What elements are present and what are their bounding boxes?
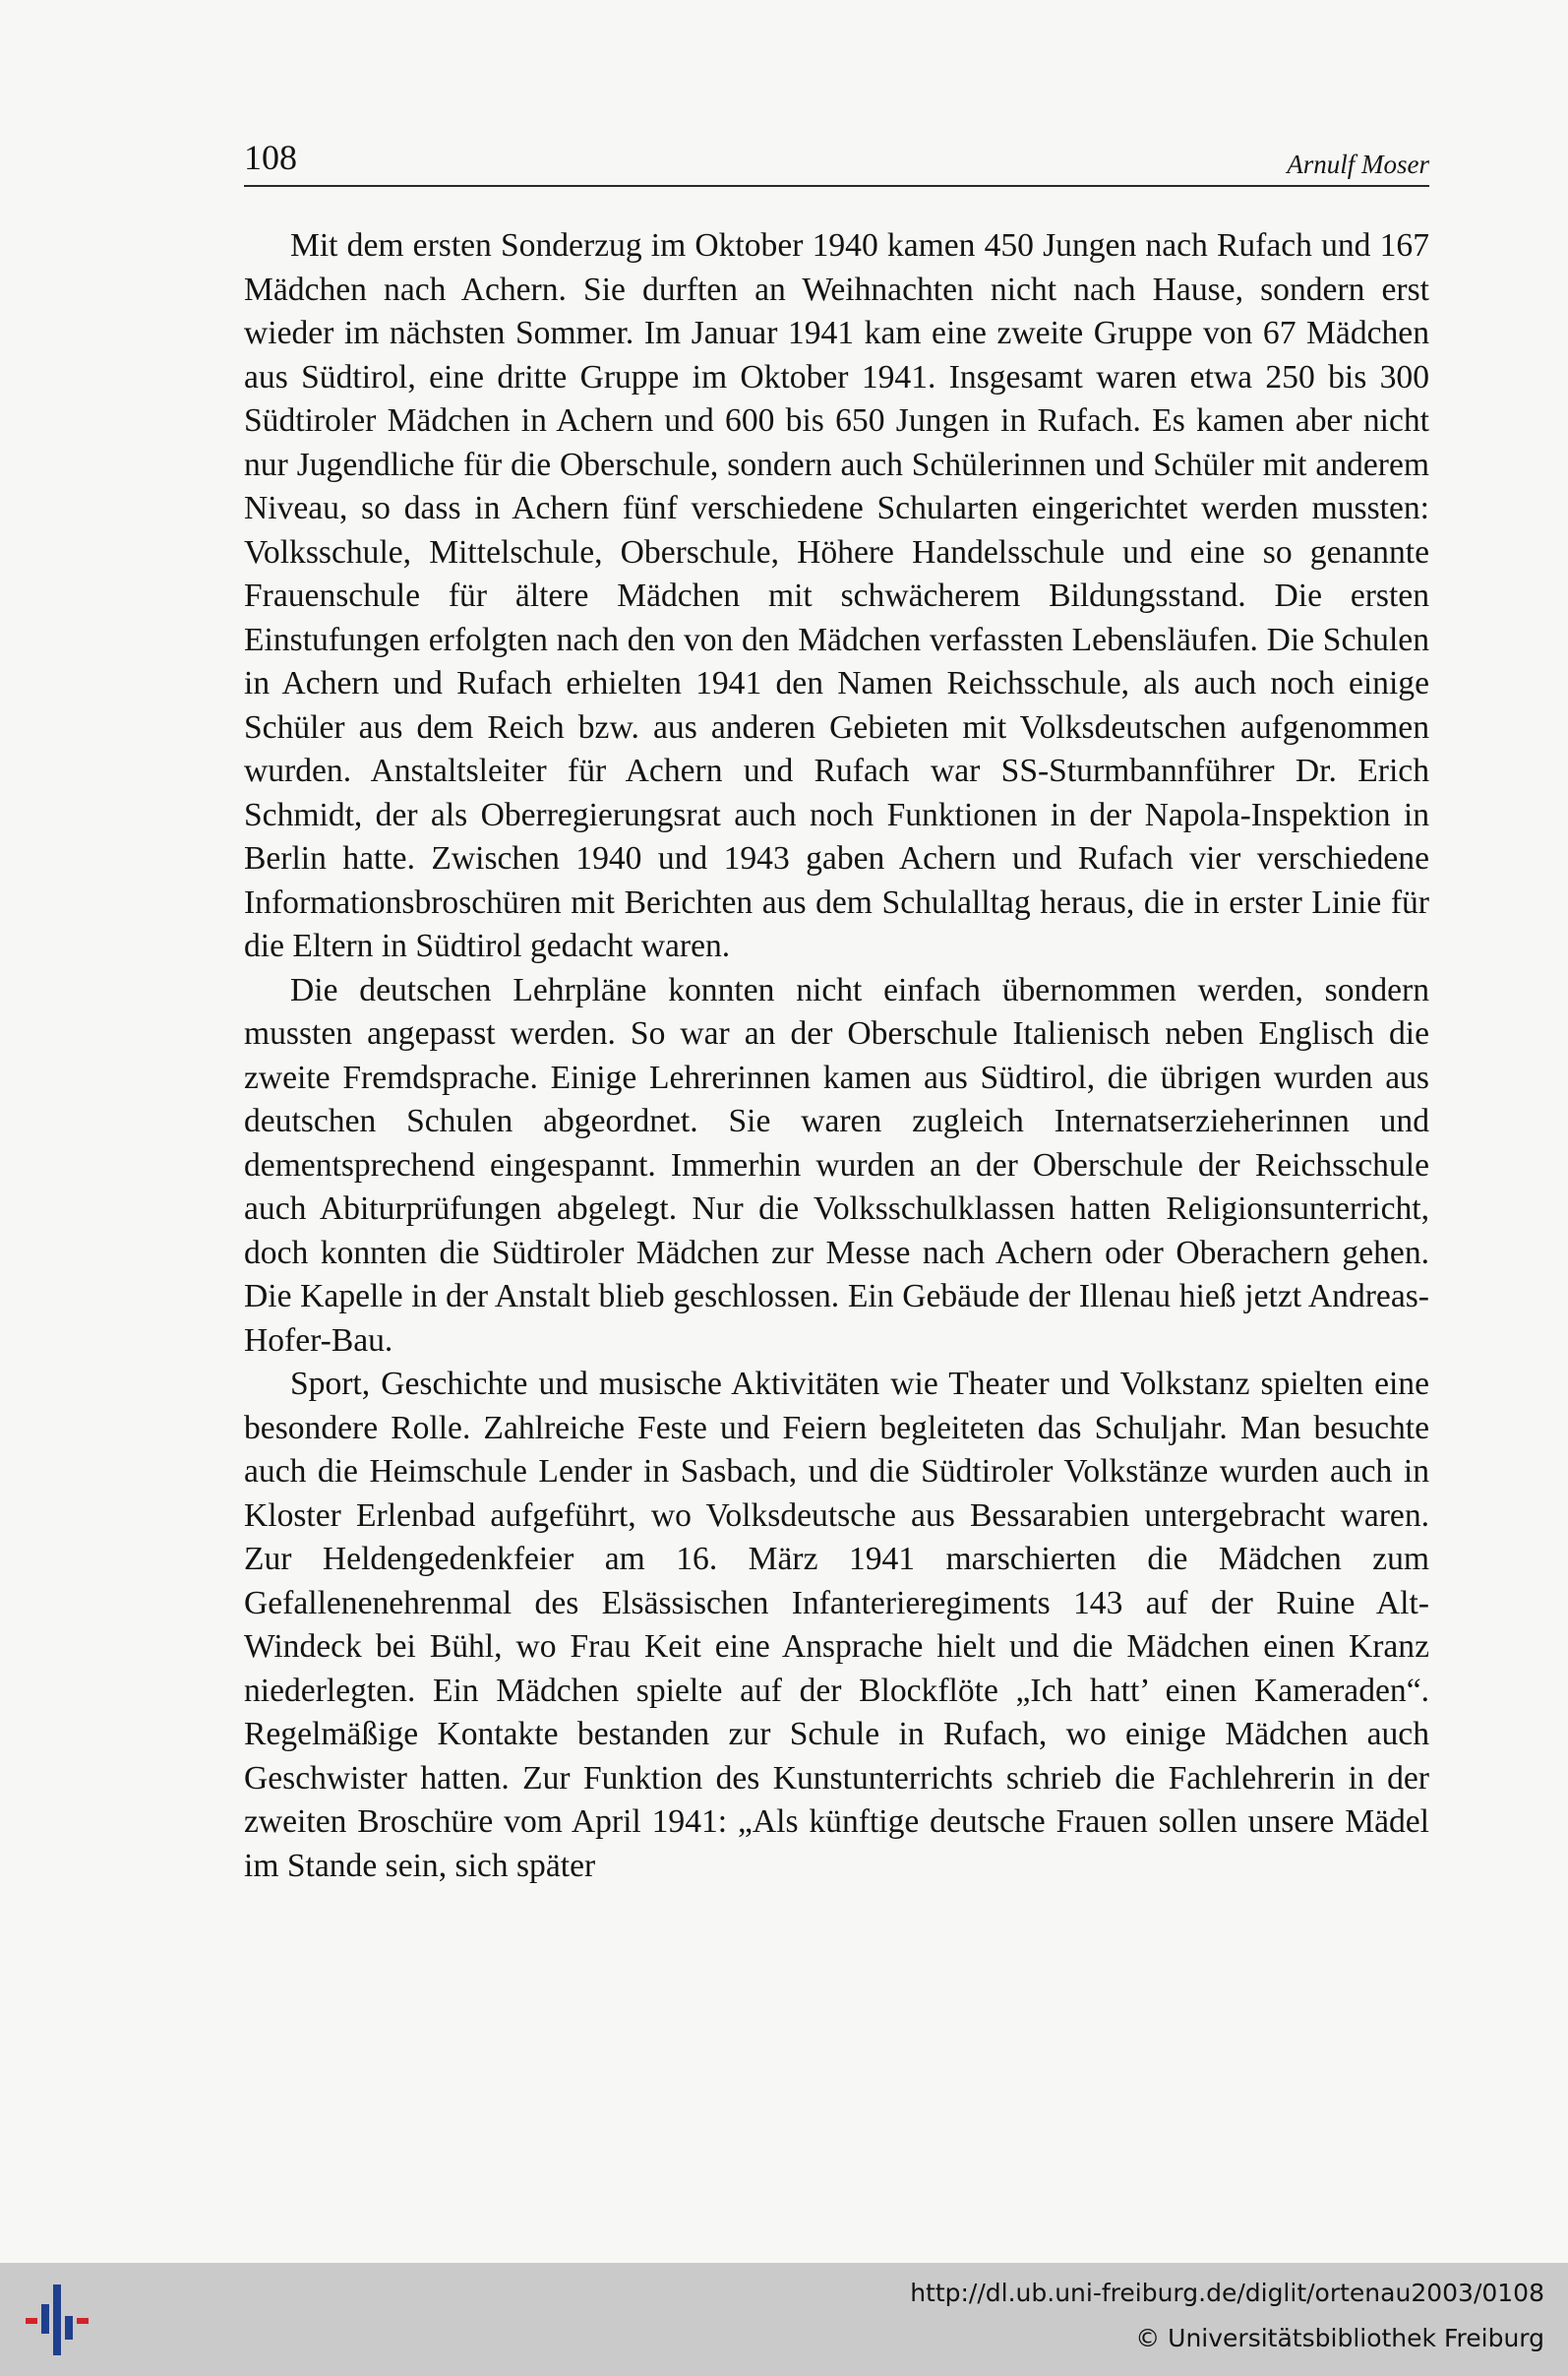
paragraph-1: Mit dem ersten Sonderzug im Oktober 1940 kamen 450 Jungen nach Rufach und 167 Mädchen nach Achern. Sie durften an Weihnachten nicht nach Hause, sondern erst wieder im nächsten Sommer. Im Januar 1941 kam eine zweite Gruppe von 67 Mädchen aus Südtirol, eine dritte Gruppe im Oktober 1941. Insgesamt waren etwa 250 bis 300 Südtiroler Mädchen in Achern und 600 bis 650 Jungen in Rufach. Es kamen aber nicht nur Jugendliche für die Oberschule, sondern auch Schülerinnen und Schüler mit anderem Niveau, so dass in Achern fünf verschiedene Schularten eingerichtet werden mussten: Volksschule, Mittelschule, Oberschule, Höhere Handelsschule und eine so genannte Frauenschule für ältere Mädchen mit schwächerem Bildungsstand. Die ersten Einstufungen erfolgten nach den von den Mädchen verfassten Lebensläufen. Die Schulen in Achern und Rufach erhielten 1941 den Namen Reichsschule, als auch noch einige Schüler aus dem Reich bzw. aus anderen Gebieten mit Volksdeutschen aufgenommen wurden. Anstaltsleiter für Achern und Rufach war SS-Sturmbannführer Dr. Erich Schmidt, der als Oberregierungsrat auch noch Funktionen in der Napola-Inspektion in Berlin hatte. Zwischen 1940 und 1943 gaben Achern und Rufach vier verschiedene Informationsbroschüren mit Berichten aus dem Schulalltag heraus, die in erster Linie für die Eltern in Südtirol gedacht waren.: [244, 227, 1429, 964]
paragraph-3: Sport, Geschichte und musische Aktivitäten wie Theater und Volkstanz spielten eine besondere Rolle. Zahlreiche Feste und Feiern begleiteten das Schuljahr. Man besuchte auch die Heimschule Lender in Sasbach, und die Südtiroler Volkstänze wurden auch in Kloster Erlenbad aufgeführt, wo Volksdeutsche aus Bessarabien untergebracht waren. Zur Heldengedenkfeier am 16. März 1941 marschierten die Mädchen zum Gefallenenehrenmal des Elsässischen Infanterieregiments 143 auf der Ruine Alt-Windeck bei Bühl, wo Frau Keit eine Ansprache hielt und die Mädchen einen Kranz niederlegten. Ein Mädchen spielte auf der Blockflöte „Ich hatt’ einen Kameraden“. Regelmäßige Kontakte bestanden zur Schule in Rufach, wo einige Mädchen auch Geschwister hatten. Zur Funktion des Kunstunterrichts schrieb die Fachlehrerin in der zweiten Broschüre vom April 1941: „Als künftige deutsche Frauen sollen unsere Mädel im Stande sein, sich später: [244, 1366, 1429, 1884]
footer-bar: [0, 2263, 1568, 2376]
copyright-notice: © Universitätsbibliothek Freiburg: [1135, 2324, 1544, 2352]
ub-freiburg-logo-icon: [20, 2281, 98, 2359]
running-head-author: Arnulf Moser: [1287, 150, 1429, 179]
page-header: [244, 136, 1429, 187]
paragraph-2: Die deutschen Lehrpläne konnten nicht einfach übernommen werden, sondern mussten angepasst werden. So war an der Oberschule Italienisch neben Englisch die zweite Fremdsprache. Einige Lehrerinnen kamen aus Südtirol, die übrigen wurden aus deutschen Schulen abgeordnet. Sie waren zugleich Internatserzieherinnen und dementsprechend eingespannt. Immerhin wurden an der Oberschule der Reichsschule auch Abiturprüfungen abgelegt. Nur die Volksschulklassen hatten Religionsunterricht, doch konnten die Südtiroler Mädchen zur Messe nach Achern oder Oberachern gehen. Die Kapelle in der Anstalt blieb geschlossen. Ein Gebäude der Illenau hieß jetzt Andreas-Hofer-Bau.: [244, 971, 1429, 1359]
body-text: [244, 224, 1429, 1888]
source-url-link[interactable]: http://dl.ub.uni-freiburg.de/diglit/ortenau2003/0108: [910, 2279, 1544, 2307]
page-number: 108: [244, 138, 297, 177]
